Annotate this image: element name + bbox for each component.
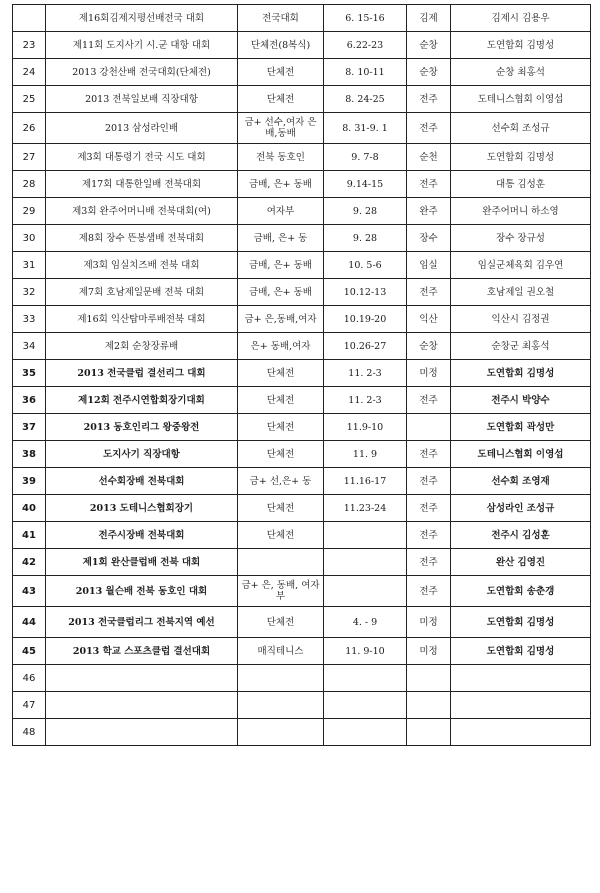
row-number: 37 bbox=[13, 414, 46, 441]
event-host: 대통 김성훈 bbox=[451, 171, 591, 198]
event-host: 도테니스협회 이영섭 bbox=[451, 441, 591, 468]
event-category: 단체전(8복식) bbox=[238, 32, 324, 59]
event-place bbox=[407, 414, 451, 441]
event-place: 전주 bbox=[407, 549, 451, 576]
event-category: 단체전 bbox=[238, 607, 324, 638]
tournament-name bbox=[46, 719, 238, 746]
tournament-name: 제11회 도지사기 시.군 대항 대회 bbox=[46, 32, 238, 59]
row-number bbox=[13, 5, 46, 32]
tournament-name: 제7회 호남제일문배 전북 대회 bbox=[46, 279, 238, 306]
event-place: 전주 bbox=[407, 171, 451, 198]
tournament-name: 제1회 완산클럽배 전북 대회 bbox=[46, 549, 238, 576]
event-category bbox=[238, 719, 324, 746]
event-host: 순창 최홍석 bbox=[451, 59, 591, 86]
row-number: 25 bbox=[13, 86, 46, 113]
event-category: 단체전 bbox=[238, 441, 324, 468]
tournament-name: 제3회 완주어머니배 전북대회(여) bbox=[46, 198, 238, 225]
event-category bbox=[238, 549, 324, 576]
event-place: 전주 bbox=[407, 86, 451, 113]
event-category: 금+ 은, 동배, 여자부 bbox=[238, 576, 324, 607]
tournament-name: 2013 전국클럽리그 전북지역 예선 bbox=[46, 607, 238, 638]
table-row bbox=[13, 441, 591, 468]
event-date: 6.22-23 bbox=[324, 32, 407, 59]
event-place bbox=[407, 719, 451, 746]
event-category: 전국대회 bbox=[238, 5, 324, 32]
event-category: 단체전 bbox=[238, 522, 324, 549]
event-host bbox=[451, 665, 591, 692]
event-host: 도연합회 김명성 bbox=[451, 32, 591, 59]
event-host: 임실군체육회 김우연 bbox=[451, 252, 591, 279]
schedule-page bbox=[12, 4, 590, 746]
row-number: 28 bbox=[13, 171, 46, 198]
row-number: 26 bbox=[13, 113, 46, 144]
event-place: 전주 bbox=[407, 441, 451, 468]
event-category: 은+ 동배,여자 bbox=[238, 333, 324, 360]
event-host: 전주시 김성훈 bbox=[451, 522, 591, 549]
table-row bbox=[13, 665, 591, 692]
event-category: 단체전 bbox=[238, 387, 324, 414]
table-row bbox=[13, 252, 591, 279]
event-host: 선수회 조영재 bbox=[451, 468, 591, 495]
event-date bbox=[324, 665, 407, 692]
event-place: 순창 bbox=[407, 333, 451, 360]
event-host: 도테니스협회 이영섭 bbox=[451, 86, 591, 113]
event-host: 완주어머니 하소영 bbox=[451, 198, 591, 225]
event-date: 10. 5-6 bbox=[324, 252, 407, 279]
row-number: 36 bbox=[13, 387, 46, 414]
tournament-name: 2013 강천산배 전국대회(단체전) bbox=[46, 59, 238, 86]
event-place: 미정 bbox=[407, 607, 451, 638]
event-category: 금+ 은,동배,여자 bbox=[238, 306, 324, 333]
row-number: 46 bbox=[13, 665, 46, 692]
tournament-name: 2013 동호인리그 왕중왕전 bbox=[46, 414, 238, 441]
row-number: 43 bbox=[13, 576, 46, 607]
event-host: 선수회 조성규 bbox=[451, 113, 591, 144]
row-number: 27 bbox=[13, 144, 46, 171]
row-number: 32 bbox=[13, 279, 46, 306]
event-date: 11.23-24 bbox=[324, 495, 407, 522]
event-category: 금배, 은+ 동배 bbox=[238, 171, 324, 198]
tournament-name: 전주시장배 전북대회 bbox=[46, 522, 238, 549]
table-row bbox=[13, 719, 591, 746]
tournament-name: 2013 전국클럽 결선리그 대회 bbox=[46, 360, 238, 387]
event-date: 8. 24-25 bbox=[324, 86, 407, 113]
row-number: 33 bbox=[13, 306, 46, 333]
tournament-name: 2013 학교 스포츠클럽 결선대회 bbox=[46, 638, 238, 665]
event-category: 금배, 은+ 동배 bbox=[238, 279, 324, 306]
table-row bbox=[13, 576, 591, 607]
table-row bbox=[13, 495, 591, 522]
table-row bbox=[13, 5, 591, 32]
event-date bbox=[324, 576, 407, 607]
event-host: 도연합회 곽성만 bbox=[451, 414, 591, 441]
table-row bbox=[13, 333, 591, 360]
row-number: 29 bbox=[13, 198, 46, 225]
event-date: 9. 28 bbox=[324, 225, 407, 252]
event-place: 완주 bbox=[407, 198, 451, 225]
row-number: 30 bbox=[13, 225, 46, 252]
table-row bbox=[13, 692, 591, 719]
event-category: 매직테니스 bbox=[238, 638, 324, 665]
row-number: 24 bbox=[13, 59, 46, 86]
event-place: 전주 bbox=[407, 495, 451, 522]
table-row bbox=[13, 306, 591, 333]
event-date: 10.19-20 bbox=[324, 306, 407, 333]
event-host: 익산시 김정권 bbox=[451, 306, 591, 333]
tournament-name: 도지사기 직장대항 bbox=[46, 441, 238, 468]
event-place: 전주 bbox=[407, 576, 451, 607]
table-row bbox=[13, 86, 591, 113]
event-place: 전주 bbox=[407, 468, 451, 495]
tournament-name: 제12회 전주시연합회장기대회 bbox=[46, 387, 238, 414]
event-host: 완산 김영진 bbox=[451, 549, 591, 576]
event-place: 순창 bbox=[407, 32, 451, 59]
event-date: 11.9-10 bbox=[324, 414, 407, 441]
event-place: 순창 bbox=[407, 59, 451, 86]
table-row bbox=[13, 387, 591, 414]
event-date: 4. - 9 bbox=[324, 607, 407, 638]
tournament-schedule-table bbox=[12, 4, 591, 746]
row-number: 34 bbox=[13, 333, 46, 360]
event-date: 9.14-15 bbox=[324, 171, 407, 198]
row-number: 38 bbox=[13, 441, 46, 468]
event-place: 미정 bbox=[407, 638, 451, 665]
table-row bbox=[13, 522, 591, 549]
event-category: 단체전 bbox=[238, 59, 324, 86]
event-place: 익산 bbox=[407, 306, 451, 333]
table-row bbox=[13, 113, 591, 144]
table-row bbox=[13, 225, 591, 252]
event-place bbox=[407, 692, 451, 719]
event-host: 도연합회 송춘갱 bbox=[451, 576, 591, 607]
event-place: 전주 bbox=[407, 279, 451, 306]
table-row bbox=[13, 638, 591, 665]
event-category: 단체전 bbox=[238, 495, 324, 522]
event-date: 11.16-17 bbox=[324, 468, 407, 495]
event-place bbox=[407, 665, 451, 692]
row-number: 45 bbox=[13, 638, 46, 665]
event-host bbox=[451, 719, 591, 746]
event-host: 전주시 박양수 bbox=[451, 387, 591, 414]
row-number: 23 bbox=[13, 32, 46, 59]
event-place: 임실 bbox=[407, 252, 451, 279]
event-date bbox=[324, 549, 407, 576]
row-number: 35 bbox=[13, 360, 46, 387]
event-category: 여자부 bbox=[238, 198, 324, 225]
event-host: 김제시 김용우 bbox=[451, 5, 591, 32]
tournament-name: 2013 도테니스협회장기 bbox=[46, 495, 238, 522]
event-date bbox=[324, 719, 407, 746]
event-category: 금+ 선수,여자 은배,동배 bbox=[238, 113, 324, 144]
event-date: 6. 15-16 bbox=[324, 5, 407, 32]
event-place: 전주 bbox=[407, 387, 451, 414]
tournament-name: 제16회김제지평선배전국 대회 bbox=[46, 5, 238, 32]
event-category: 단체전 bbox=[238, 414, 324, 441]
event-date: 11. 2-3 bbox=[324, 387, 407, 414]
table-row bbox=[13, 360, 591, 387]
tournament-name bbox=[46, 665, 238, 692]
row-number: 47 bbox=[13, 692, 46, 719]
event-host: 장수 장규성 bbox=[451, 225, 591, 252]
table-row bbox=[13, 198, 591, 225]
event-category: 금배, 은+ 동배 bbox=[238, 252, 324, 279]
row-number: 42 bbox=[13, 549, 46, 576]
event-date bbox=[324, 692, 407, 719]
event-host: 도연합회 김명성 bbox=[451, 360, 591, 387]
row-number: 41 bbox=[13, 522, 46, 549]
table-row bbox=[13, 279, 591, 306]
row-number: 40 bbox=[13, 495, 46, 522]
row-number: 48 bbox=[13, 719, 46, 746]
row-number: 31 bbox=[13, 252, 46, 279]
event-host: 호남제일 권오철 bbox=[451, 279, 591, 306]
event-place: 순천 bbox=[407, 144, 451, 171]
row-number: 44 bbox=[13, 607, 46, 638]
event-date bbox=[324, 522, 407, 549]
event-date: 10.26-27 bbox=[324, 333, 407, 360]
event-place: 전주 bbox=[407, 522, 451, 549]
event-date: 11. 2-3 bbox=[324, 360, 407, 387]
tournament-name: 제8회 장수 뜬봉샘배 전북대회 bbox=[46, 225, 238, 252]
tournament-name: 2013 전북일보배 직장대항 bbox=[46, 86, 238, 113]
table-row bbox=[13, 468, 591, 495]
schedule-body bbox=[13, 5, 591, 746]
table-row bbox=[13, 549, 591, 576]
event-host: 도연합회 김명성 bbox=[451, 607, 591, 638]
tournament-name: 제3회 임실치즈배 전북 대회 bbox=[46, 252, 238, 279]
tournament-name: 제16회 익산탑마루배전북 대회 bbox=[46, 306, 238, 333]
event-place: 김제 bbox=[407, 5, 451, 32]
event-host: 도연합회 김명성 bbox=[451, 144, 591, 171]
event-category: 단체전 bbox=[238, 360, 324, 387]
row-number: 39 bbox=[13, 468, 46, 495]
tournament-name bbox=[46, 692, 238, 719]
table-row bbox=[13, 144, 591, 171]
table-row bbox=[13, 414, 591, 441]
event-host: 도연합회 김명성 bbox=[451, 638, 591, 665]
event-category: 금배, 은+ 동 bbox=[238, 225, 324, 252]
tournament-name: 2013 삼성라인배 bbox=[46, 113, 238, 144]
tournament-name: 제2회 순창장류배 bbox=[46, 333, 238, 360]
table-row bbox=[13, 59, 591, 86]
event-host: 삼성라인 조성규 bbox=[451, 495, 591, 522]
event-date: 11. 9 bbox=[324, 441, 407, 468]
event-category bbox=[238, 692, 324, 719]
event-category bbox=[238, 665, 324, 692]
table-row bbox=[13, 171, 591, 198]
event-date: 8. 10-11 bbox=[324, 59, 407, 86]
tournament-name: 제17회 대통한일배 전북대회 bbox=[46, 171, 238, 198]
event-category: 단체전 bbox=[238, 86, 324, 113]
tournament-name: 선수회장배 전북대회 bbox=[46, 468, 238, 495]
event-date: 10.12-13 bbox=[324, 279, 407, 306]
event-category: 금+ 선,은+ 동 bbox=[238, 468, 324, 495]
event-date: 9. 7-8 bbox=[324, 144, 407, 171]
event-date: 11. 9-10 bbox=[324, 638, 407, 665]
event-date: 9. 28 bbox=[324, 198, 407, 225]
table-row bbox=[13, 607, 591, 638]
tournament-name: 제3회 대통령기 전국 시도 대회 bbox=[46, 144, 238, 171]
event-host bbox=[451, 692, 591, 719]
event-date: 8. 31-9. 1 bbox=[324, 113, 407, 144]
table-row bbox=[13, 32, 591, 59]
event-host: 순창군 최홍석 bbox=[451, 333, 591, 360]
event-category: 전북 동호인 bbox=[238, 144, 324, 171]
event-place: 장수 bbox=[407, 225, 451, 252]
event-place: 전주 bbox=[407, 113, 451, 144]
tournament-name: 2013 월슨배 전북 동호인 대회 bbox=[46, 576, 238, 607]
event-place: 미정 bbox=[407, 360, 451, 387]
